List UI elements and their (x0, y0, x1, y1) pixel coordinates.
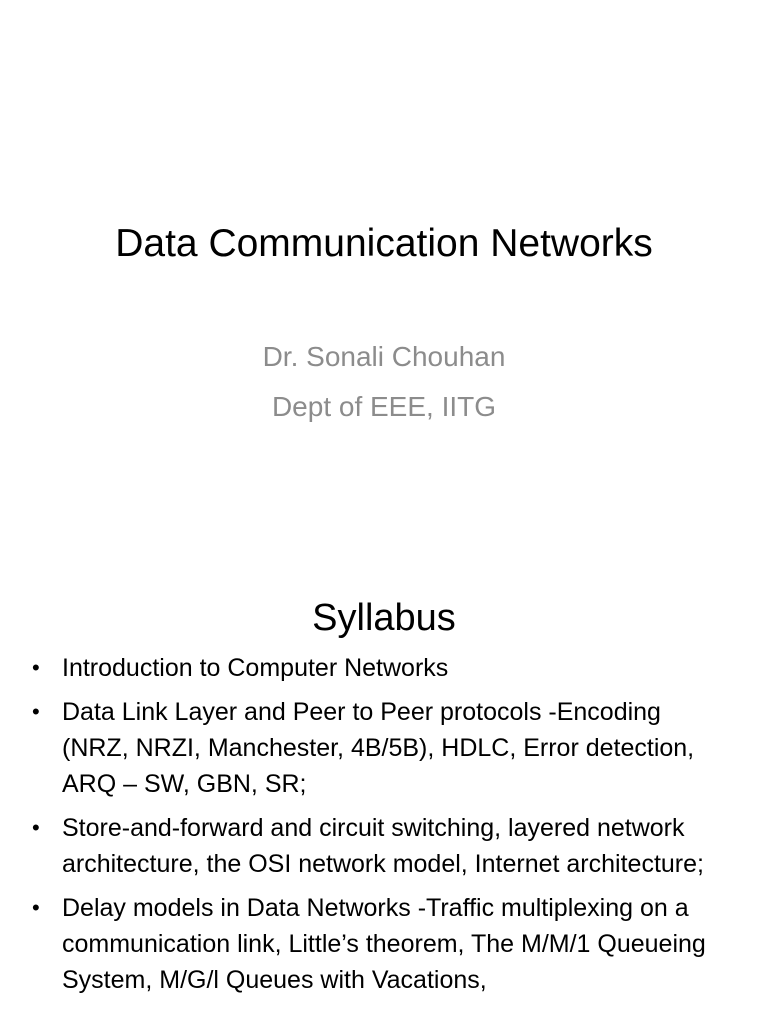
slide-title: Data Communication Networks (115, 222, 653, 265)
list-item (30, 810, 730, 882)
bullet-icon: • (32, 655, 40, 680)
author-affiliation: Dept of EEE, IITG (271, 391, 497, 422)
syllabus-list (30, 650, 730, 1006)
bullet-icon: • (32, 815, 40, 840)
slide-subtitle (0, 332, 768, 432)
list-item (30, 694, 730, 802)
list-item-text: Data Link Layer and Peer to Peer protocols -Encoding (NRZ, NRZI, Manchester, 4B/5B), HDLC, Error detection, ARQ – SW, GBN, SR; (62, 698, 695, 798)
author-name: Dr. Sonali Chouhan (262, 341, 506, 372)
list-item (30, 890, 730, 998)
list-item-text: Delay models in Data Networks -Traffic multiplexing on a communication link, Little’s theorem, The M/M/1 Queueing System, M/G/l Queues with Vacations, (62, 894, 706, 994)
list-item-text: Introduction to Computer Networks (62, 654, 449, 682)
bullet-icon: • (32, 895, 40, 920)
syllabus-heading: Syllabus (312, 597, 456, 639)
bullet-icon: • (32, 699, 40, 724)
list-item-text: Store-and-forward and circuit switching, layered network architecture, the OSI network model, Internet architecture; (62, 814, 704, 878)
list-item (30, 650, 730, 686)
syllabus-slide (0, 576, 768, 1024)
